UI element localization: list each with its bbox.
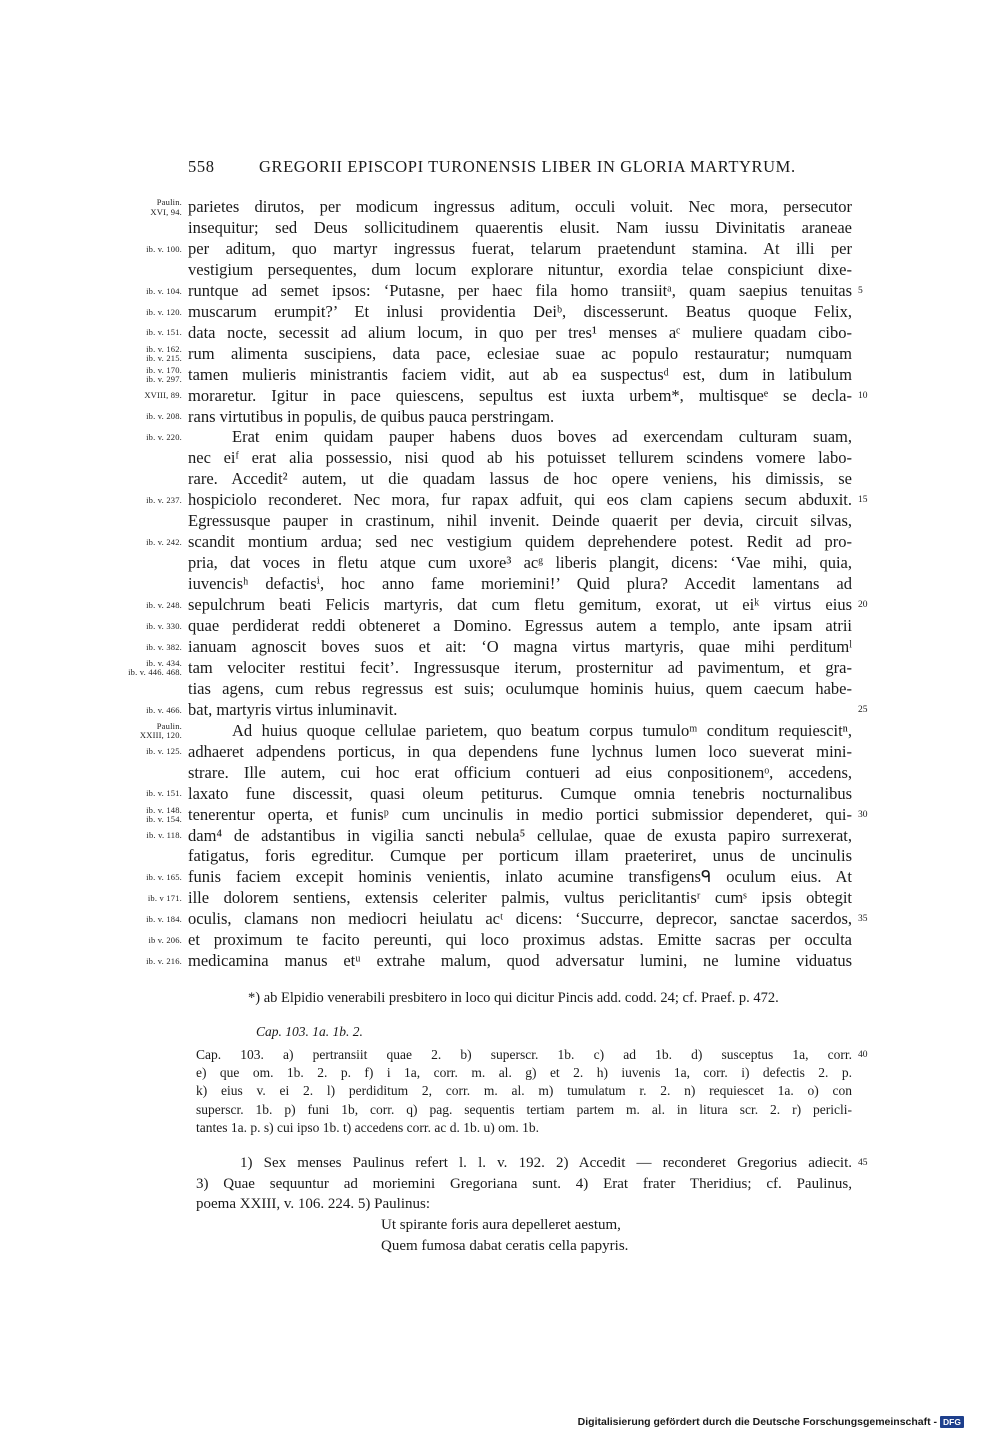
text-line bbox=[188, 783, 852, 804]
margin-reference bbox=[116, 496, 182, 506]
line-text: ianuam agnoscit boves suos et ait: ‘O magna virtus martyris, quae mihi perditumˡ bbox=[188, 636, 852, 656]
margin-reference-line: XVIII, 89. bbox=[144, 390, 182, 401]
margin-reference bbox=[116, 412, 182, 422]
margin-reference-line: ib. v. 434. bbox=[146, 657, 182, 668]
margin-reference-line: ib. v. 220. bbox=[146, 432, 182, 443]
margin-reference bbox=[116, 747, 182, 757]
line-text: dam⁴ de adstantibus in vigilia sancti nebula⁵ cellulae, quae de exusta papiro surrexerat, bbox=[188, 825, 852, 845]
line-text: Erat enim quidam pauper habens duos boves ad exercendam culturam suam, bbox=[232, 427, 852, 447]
line-text: Ad huius quoque cellulae parietem, quo beatum corpus tumuloᵐ conditum requiescitⁿ, bbox=[232, 720, 852, 740]
line-number: 15 bbox=[858, 495, 868, 506]
text-line bbox=[188, 489, 852, 510]
line-text: oculis, clamans non mediocri heiulatu acᵗ dicens: ‘Succurre, deprecor, sanctae sacerdos, bbox=[188, 909, 852, 929]
note-line: poema XXIII, v. 106. 224. 5) Paulinus: bbox=[196, 1196, 430, 1212]
text-line bbox=[188, 238, 852, 259]
line-number: 20 bbox=[858, 600, 868, 611]
text-line bbox=[188, 699, 852, 720]
line-text: ille dolorem sentiens, extensis celeriter palmis, vultus periclitantisʳ cumˢ ipsis obtegit bbox=[188, 888, 852, 908]
text-line bbox=[188, 615, 852, 636]
margin-reference-line: ib. v. 237. bbox=[146, 495, 182, 506]
text-line bbox=[188, 720, 852, 741]
dfg-logo-icon: DFG bbox=[940, 1416, 964, 1428]
margin-reference bbox=[116, 643, 182, 653]
text-line bbox=[188, 343, 852, 364]
apparatus-line: tantes 1a. p. s) cui ipso 1b. t) accedens corr. ac d. 1b. u) om. 1b. bbox=[196, 1119, 540, 1135]
line-text: tamen mulieris ministrantis faciem vidit, aut ab ea suspectusᵈ est, dum in latibulum bbox=[188, 364, 852, 384]
line-text: data nocte, secessit ad alium locum, in quo per tres¹ menses aᶜ muliere quadam cibo- bbox=[188, 322, 852, 342]
margin-reference-line: Paulin. bbox=[156, 720, 182, 731]
margin-reference bbox=[116, 391, 182, 401]
margin-reference bbox=[116, 957, 182, 967]
line-text: moraretur. Igitur in pace quiescens, sepultus est iuxta urbem*, multisqueᵉ se decla- bbox=[188, 385, 852, 405]
line-number: 35 bbox=[858, 914, 868, 925]
line-text: hospiciolo reconderet. Nec mora, fur rapax adfuit, qui eos clam capiens secum abduxit. bbox=[188, 490, 852, 510]
margin-reference bbox=[116, 722, 182, 741]
text-line bbox=[188, 217, 852, 238]
line-text: quae perdiderat reddi obteneret a Domino. Egressus autem a templo, ante ipsam atrii bbox=[188, 616, 852, 635]
text-line bbox=[188, 280, 852, 301]
line-text: nec eiᶠ erat alia possessio, nisi quod ab his potuisset tellurem scindens vomere labo- bbox=[188, 448, 852, 468]
text-line bbox=[188, 426, 852, 447]
margin-reference bbox=[116, 538, 182, 548]
margin-reference-line: ib. v. 120. bbox=[146, 306, 182, 317]
text-line bbox=[188, 657, 852, 678]
margin-reference-line: ib. v. 148. bbox=[146, 804, 182, 815]
margin-reference bbox=[116, 328, 182, 338]
margin-reference bbox=[116, 245, 182, 255]
line-text: Egressusque pauper in crastinum, nihil invenit. Deinde quaerit per devia, circuit silvas, bbox=[188, 511, 852, 531]
text-line bbox=[188, 908, 852, 929]
text-line bbox=[188, 531, 852, 552]
line-number: 5 bbox=[858, 285, 863, 296]
line-text: muscarum erumpit?’ Et inlusi providentia Deiᵇ, discesserunt. Beatus quoque Felix, bbox=[188, 301, 852, 321]
line-text: insequitur; sed Deus sollicitudinem quaerentis elusit. Nam iussu Divinitatis araneae bbox=[188, 217, 852, 237]
margin-reference bbox=[116, 308, 182, 318]
credit-text: Digitalisierung gefördert durch die Deutsche Forschungsgemeinschaft - bbox=[577, 1416, 938, 1428]
line-text: runtque ad semet ipsos: ‘Putasne, per haec fila homo transiitᵃ, quam saepius tenuitas bbox=[188, 280, 852, 300]
text-line bbox=[188, 322, 852, 343]
margin-reference bbox=[116, 706, 182, 716]
line-text: fatigatus, foris egreditur. Cumque per porticum illam praeteriret, unus de uncinulis bbox=[188, 846, 852, 866]
apparatus-line: k) eius v. ei 2. l) perdiditum 2, corr. m. al. m) tumulatum r. 2. n) requiescet 1a. o) con bbox=[196, 1083, 852, 1099]
margin-reference-line: ib. v 171. bbox=[147, 893, 182, 904]
line-text: tias agens, cum rebus regressus est suis; oculumque hominis huius, quem caecum habe- bbox=[188, 678, 852, 698]
page-header bbox=[188, 157, 852, 181]
margin-reference-line: ib. v. 242. bbox=[146, 536, 182, 547]
margin-reference-line: XXIII, 120. bbox=[139, 730, 182, 741]
line-number: 30 bbox=[858, 809, 868, 820]
text-line bbox=[188, 552, 852, 573]
apparatus-heading: Cap. 103. 1a. 1b. 2. bbox=[256, 1024, 363, 1039]
margin-reference bbox=[116, 915, 182, 925]
line-text: vestigium persequentes, dum locum explorare nituntur, exordia telae conspiciunt dixe- bbox=[188, 259, 852, 279]
line-text: scandit montium ardua; sed nec vestigium quidem deprehendere potest. Redit ad pro- bbox=[188, 532, 852, 552]
margin-reference bbox=[116, 433, 182, 443]
line-text: per aditum, quo martyr ingressus fuerat, telarum praetendunt stamina. At illi per bbox=[188, 238, 852, 258]
margin-reference-line: ib. v. 248. bbox=[146, 599, 182, 610]
margin-reference-line: ib. v. 466. bbox=[146, 704, 182, 715]
margin-reference-line: ib. v. 297. bbox=[146, 374, 182, 385]
line-text: strare. Ille autem, cui hoc erat officium contueri ad eius conpositionemᵒ, accedens, bbox=[188, 762, 852, 782]
line-text: rum alimenta suscipiens, data pace, eclesiae suae ac populo restauratur; numquam bbox=[188, 343, 852, 363]
text-line bbox=[188, 845, 852, 866]
text-line bbox=[188, 594, 852, 615]
margin-reference bbox=[116, 806, 182, 825]
margin-reference bbox=[116, 894, 182, 904]
line-number: 45 bbox=[858, 1158, 868, 1168]
text-line bbox=[188, 259, 852, 280]
margin-reference bbox=[116, 789, 182, 799]
verse-line: Quem fumosa dabat ceratis cella papyris. bbox=[381, 1238, 629, 1254]
text-line bbox=[188, 196, 852, 217]
margin-reference-line: ib. v. 151. bbox=[146, 788, 182, 799]
margin-reference-line: ib. v. 330. bbox=[146, 620, 182, 631]
footnote-star: *) ab Elpidio venerabili presbitero in loco qui dicitur Pincis add. codd. 24; cf. Praef. p. 472. bbox=[248, 990, 779, 1006]
line-number: 40 bbox=[858, 1050, 868, 1060]
line-text: funis faciem excepit hominis venientis, inlato acumine transfigensᑫ oculum eius. At bbox=[188, 867, 852, 887]
digitization-credit bbox=[578, 1416, 964, 1428]
margin-reference-line: XVI, 94. bbox=[150, 206, 182, 217]
text-line bbox=[188, 385, 852, 406]
line-text: medicamina manus etᵘ extrahe malum, quod adversatur lumini, ne lumine viduatus bbox=[188, 951, 852, 971]
text-line bbox=[188, 636, 852, 657]
text-line bbox=[188, 741, 852, 762]
line-number: 25 bbox=[858, 704, 868, 715]
margin-reference-line: ib. v. 446. 468. bbox=[128, 667, 182, 678]
margin-reference-line: ib. v. 382. bbox=[146, 641, 182, 652]
margin-reference-line: ib. v. 100. bbox=[146, 243, 182, 254]
page-number: 558 bbox=[188, 157, 215, 176]
margin-reference-line: ib. v. 125. bbox=[146, 746, 182, 757]
text-line bbox=[188, 510, 852, 531]
line-text: bat, martyris virtus inluminavit. bbox=[188, 699, 398, 719]
text-line bbox=[188, 406, 852, 427]
line-text: rans virtutibus in populis, de quibus pauca perstringam. bbox=[188, 406, 555, 426]
line-text: parietes dirutos, per modicum ingressus aditum, occuli voluit. Nec mora, persecutor bbox=[188, 197, 852, 216]
text-line bbox=[188, 447, 852, 468]
margin-reference bbox=[116, 831, 182, 841]
text-line bbox=[188, 678, 852, 699]
line-text: sepulchrum beati Felicis martyris, dat cum fletu gemitum, exorat, ut eiᵏ virtus eius bbox=[188, 595, 852, 615]
text-line bbox=[188, 825, 852, 846]
margin-reference-line: ib. v. 165. bbox=[146, 872, 182, 883]
margin-reference-line: ib. v. 104. bbox=[146, 285, 182, 296]
apparatus-line: e) que om. 1b. 2. p. f) i 1a, corr. m. al. g) et 2. h) iuvenis 1a, corr. i) defectis 2. p. bbox=[196, 1065, 852, 1081]
text-line bbox=[188, 573, 852, 594]
margin-reference bbox=[116, 873, 182, 883]
text-line bbox=[188, 950, 852, 971]
margin-reference bbox=[116, 936, 182, 946]
text-line bbox=[188, 929, 852, 950]
line-text: et proximum te facito pereunti, qui loco proximus adstas. Emitte sacras per occulta bbox=[188, 930, 852, 950]
margin-reference bbox=[116, 345, 182, 364]
margin-reference bbox=[116, 198, 182, 217]
note-line: 1) Sex menses Paulinus refert l. l. v. 192. 2) Accedit — reconderet Gregorius adiecit. bbox=[240, 1155, 852, 1171]
running-title: GREGORII EPISCOPI TURONENSIS LIBER IN GLORIA MARTYRUM. bbox=[259, 157, 796, 176]
margin-reference-line: ib. v. 162. bbox=[146, 343, 182, 354]
line-number: 10 bbox=[858, 390, 868, 401]
margin-reference-line: ib. v. 208. bbox=[146, 411, 182, 422]
margin-reference-line: ib. v. 118. bbox=[146, 830, 182, 841]
line-text: laxato fune discessit, quasi oleum petiturus. Cumque omnia tenebris nocturnalibus bbox=[188, 783, 852, 803]
text-line bbox=[188, 468, 852, 489]
margin-reference-line: ib. v. 216. bbox=[146, 955, 182, 966]
margin-reference bbox=[116, 287, 182, 297]
text-line bbox=[188, 762, 852, 783]
text-line bbox=[188, 887, 852, 908]
margin-reference-line: ib. v. 154. bbox=[146, 814, 182, 825]
text-line bbox=[188, 301, 852, 322]
margin-reference-line: ib. v. 215. bbox=[146, 353, 182, 364]
margin-reference bbox=[116, 622, 182, 632]
line-text: rare. Accedit² autem, ut die quadam lassus de hoc opere veniens, his dimissis, se bbox=[188, 469, 852, 489]
line-text: tenerentur operta, et funisᵖ cum uncinulis in medio portici submissior dependeret, qui- bbox=[188, 804, 852, 824]
apparatus-line: Cap. 103. a) pertransiit quae 2. b) superscr. 1b. c) ad 1b. d) susceptus 1a, corr. bbox=[196, 1047, 852, 1062]
line-text: adhaeret adpendens porticus, in qua dependens fune lychnus lumen loco sueverat mini- bbox=[188, 741, 852, 761]
margin-reference bbox=[116, 366, 182, 385]
margin-reference-line: ib v. 206. bbox=[148, 935, 182, 945]
text-line bbox=[188, 364, 852, 385]
line-text: tam velociter restitui fecit’. Ingressusque iterum, prosternitur ad pavimentum, et gra- bbox=[188, 657, 852, 677]
note-line: 3) Quae sequuntur ad moriemini Gregoriana sunt. 4) Erat frater Theridius; cf. Paulinus, bbox=[196, 1175, 852, 1192]
text-line bbox=[188, 866, 852, 887]
margin-reference-line: ib. v. 184. bbox=[146, 914, 182, 925]
margin-reference-line: Paulin. bbox=[156, 197, 182, 207]
margin-reference bbox=[116, 601, 182, 611]
apparatus-line: superscr. 1b. p) funi 1b, corr. q) pag. sequentis tertiam partem m. al. in litura scr. 2. r) pericli- bbox=[196, 1101, 852, 1117]
line-text: iuvencisʰ defactisⁱ, hoc anno fame moriemini!’ Quid plura? Accedit lamentans ad bbox=[188, 574, 852, 594]
margin-reference-line: ib. v. 151. bbox=[146, 327, 182, 338]
verse-line: Ut spirante foris aura depelleret aestum, bbox=[381, 1217, 621, 1233]
margin-reference bbox=[116, 659, 182, 678]
line-text: pria, dat voces in fletu atque cum uxore³ acᵍ liberis plangit, dicens: ‘Vae mihi, quia, bbox=[188, 553, 852, 573]
margin-reference-line: ib. v. 170. bbox=[146, 364, 182, 375]
text-line bbox=[188, 804, 852, 825]
